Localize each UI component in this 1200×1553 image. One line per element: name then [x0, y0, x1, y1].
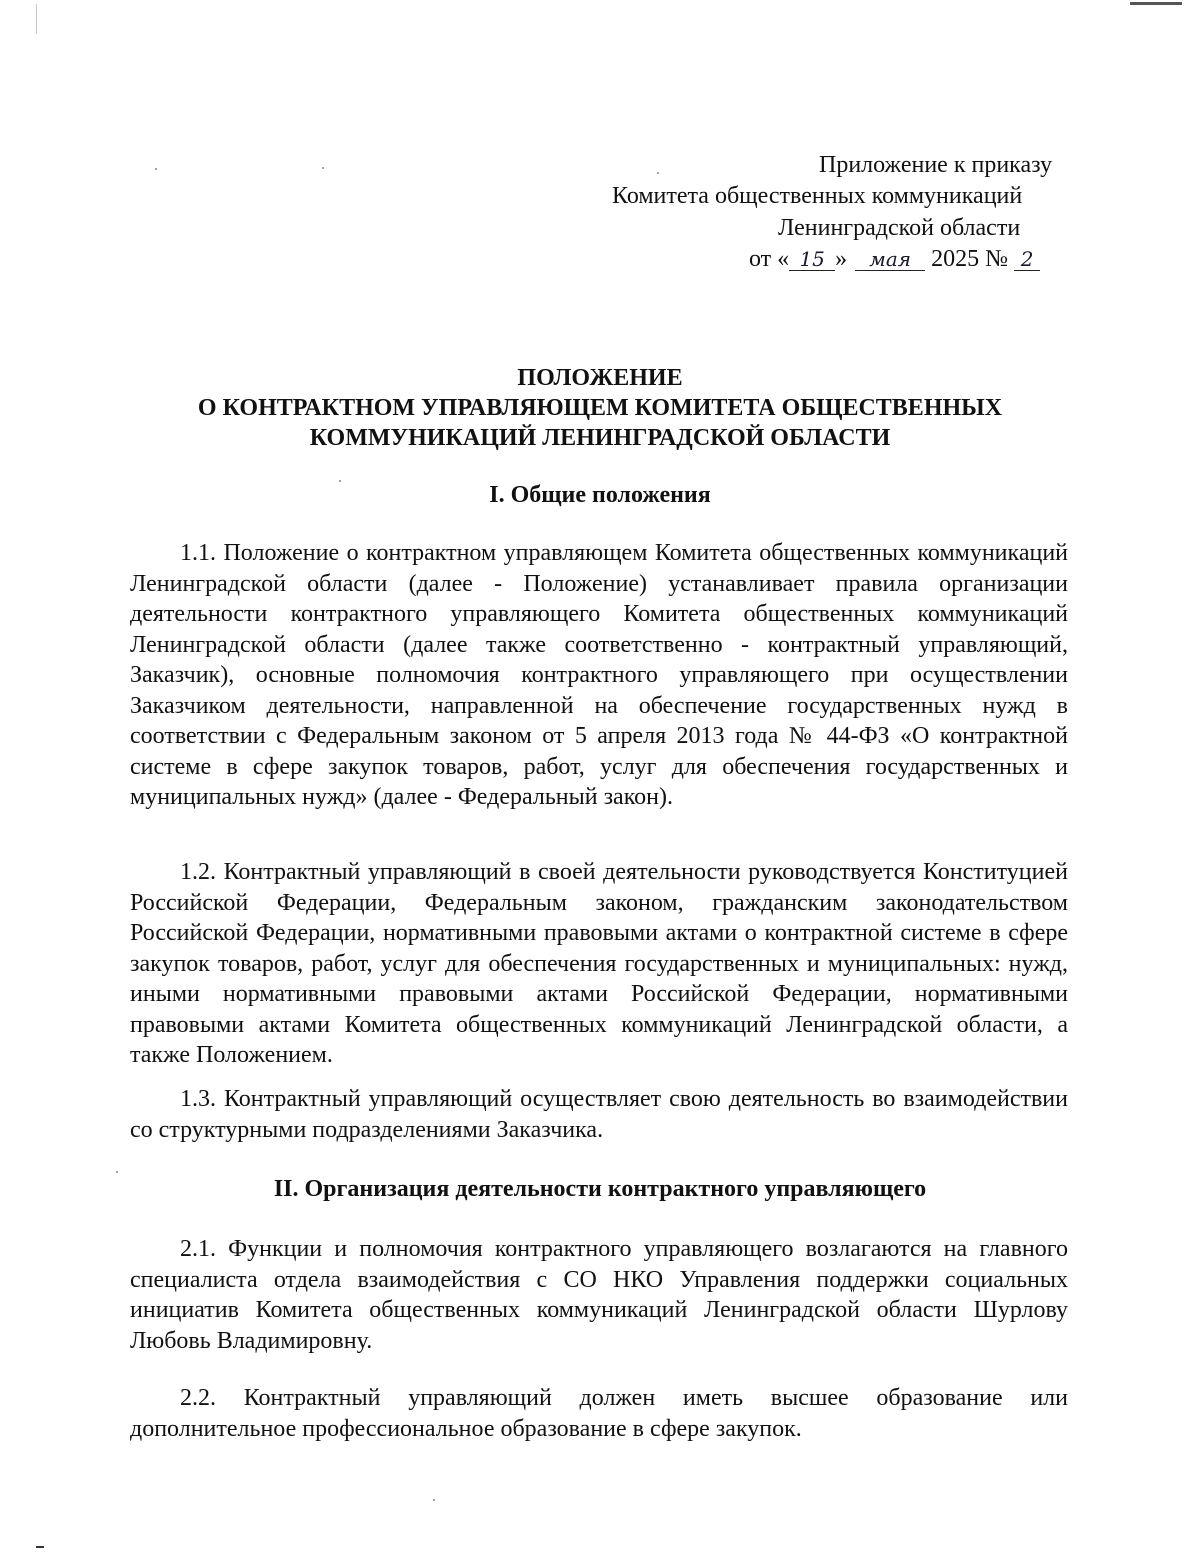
committee-name: Комитета общественных коммуникаций: [612, 183, 1023, 209]
paragraph-2-2: 2.2. Контрактный управляющий должен иметь высшее образование или дополнительное профессиональное образование в сфере закупок.: [130, 1385, 1068, 1442]
handwritten-order-number: 2: [1014, 248, 1040, 271]
document-title: [120, 363, 1080, 453]
handwritten-day: 15: [789, 248, 835, 271]
section-2-heading: II. Организация деятельности контрактного управляющего: [273, 1176, 927, 1202]
paragraph-2-1: 2.1. Функции и полномочия контрактного управляющего возлагаются на главного специалиста отдела взаимодействия с СО НКО Управления поддержки социальных инициатив Комитета общественных коммуникаций Ленинградской области Шурлову Любовь Владимировну.: [130, 1236, 1068, 1354]
scan-artifact-right: [1130, 2, 1182, 5]
paragraph-1-2: 1.2. Контрактный управляющий в своей деятельности руководствуется Конституцией Российской Федерации, Федеральным законом, гражданским законодательством Российской Федерации, нормативными правовыми актами о контрактной системе в сфере закупок товаров, работ, услуг для обеспечения государственных и муниципальных: нужд, иными нормативными правовыми актами Российской Федерации, нормативными правовыми актами Комитета общественных коммуникаций Ленинградской области, а также Положением.: [130, 859, 1068, 1068]
appendix-label: Приложение к приказу: [819, 152, 1053, 178]
title-line-1: ПОЛОЖЕНИЕ: [517, 365, 683, 391]
section-1-heading: I. Общие положения: [489, 482, 711, 508]
order-date-line: [749, 244, 1040, 274]
scan-speck: [657, 172, 659, 174]
scan-speck: [155, 168, 157, 170]
scan-speck: [116, 1171, 118, 1173]
title-line-3: КОММУНИКАЦИЙ ЛЕНИНГРАДСКОЙ ОБЛАСТИ: [309, 425, 891, 451]
scan-artifact-bottom: [36, 1546, 44, 1548]
handwritten-month: мая: [855, 248, 925, 271]
scan-artifact-left: [36, 4, 37, 34]
title-line-2: О КОНТРАКТНОМ УПРАВЛЯЮЩЕМ КОМИТЕТА ОБЩЕСТВЕННЫХ: [197, 395, 1003, 421]
region-name: Ленинградской области: [778, 215, 1021, 241]
paragraph-1-3: 1.3. Контрактный управляющий осуществляет свою деятельность во взаимодействии со структурными подразделениями Заказчика.: [130, 1086, 1068, 1143]
date-mid: »: [835, 246, 848, 272]
date-prefix: от «: [749, 246, 790, 272]
paragraph-1-1: 1.1. Положение о контрактном управляющем Комитета общественных коммуникаций Ленинградской области (далее - Положение) устанавливает правила организации деятельности контрактного управляющего Комитета общественных коммуникаций Ленинградской области (далее также соответственно - контрактный управляющий, Заказчик), основные полномочия контрактного управляющего при осуществлении Заказчиком деятельности, направленной на обеспечение государственных нужд в соответствии с Федеральным законом от 5 апреля 2013 года № 44-ФЗ «О контрактной системе в сфере закупок товаров, работ, услуг для обеспечения государственных и муниципальных нужд» (далее - Федеральный закон).: [130, 540, 1068, 810]
scan-speck: [433, 1499, 435, 1501]
scan-speck: [322, 167, 324, 169]
date-year-number: 2025 №: [931, 246, 1009, 272]
